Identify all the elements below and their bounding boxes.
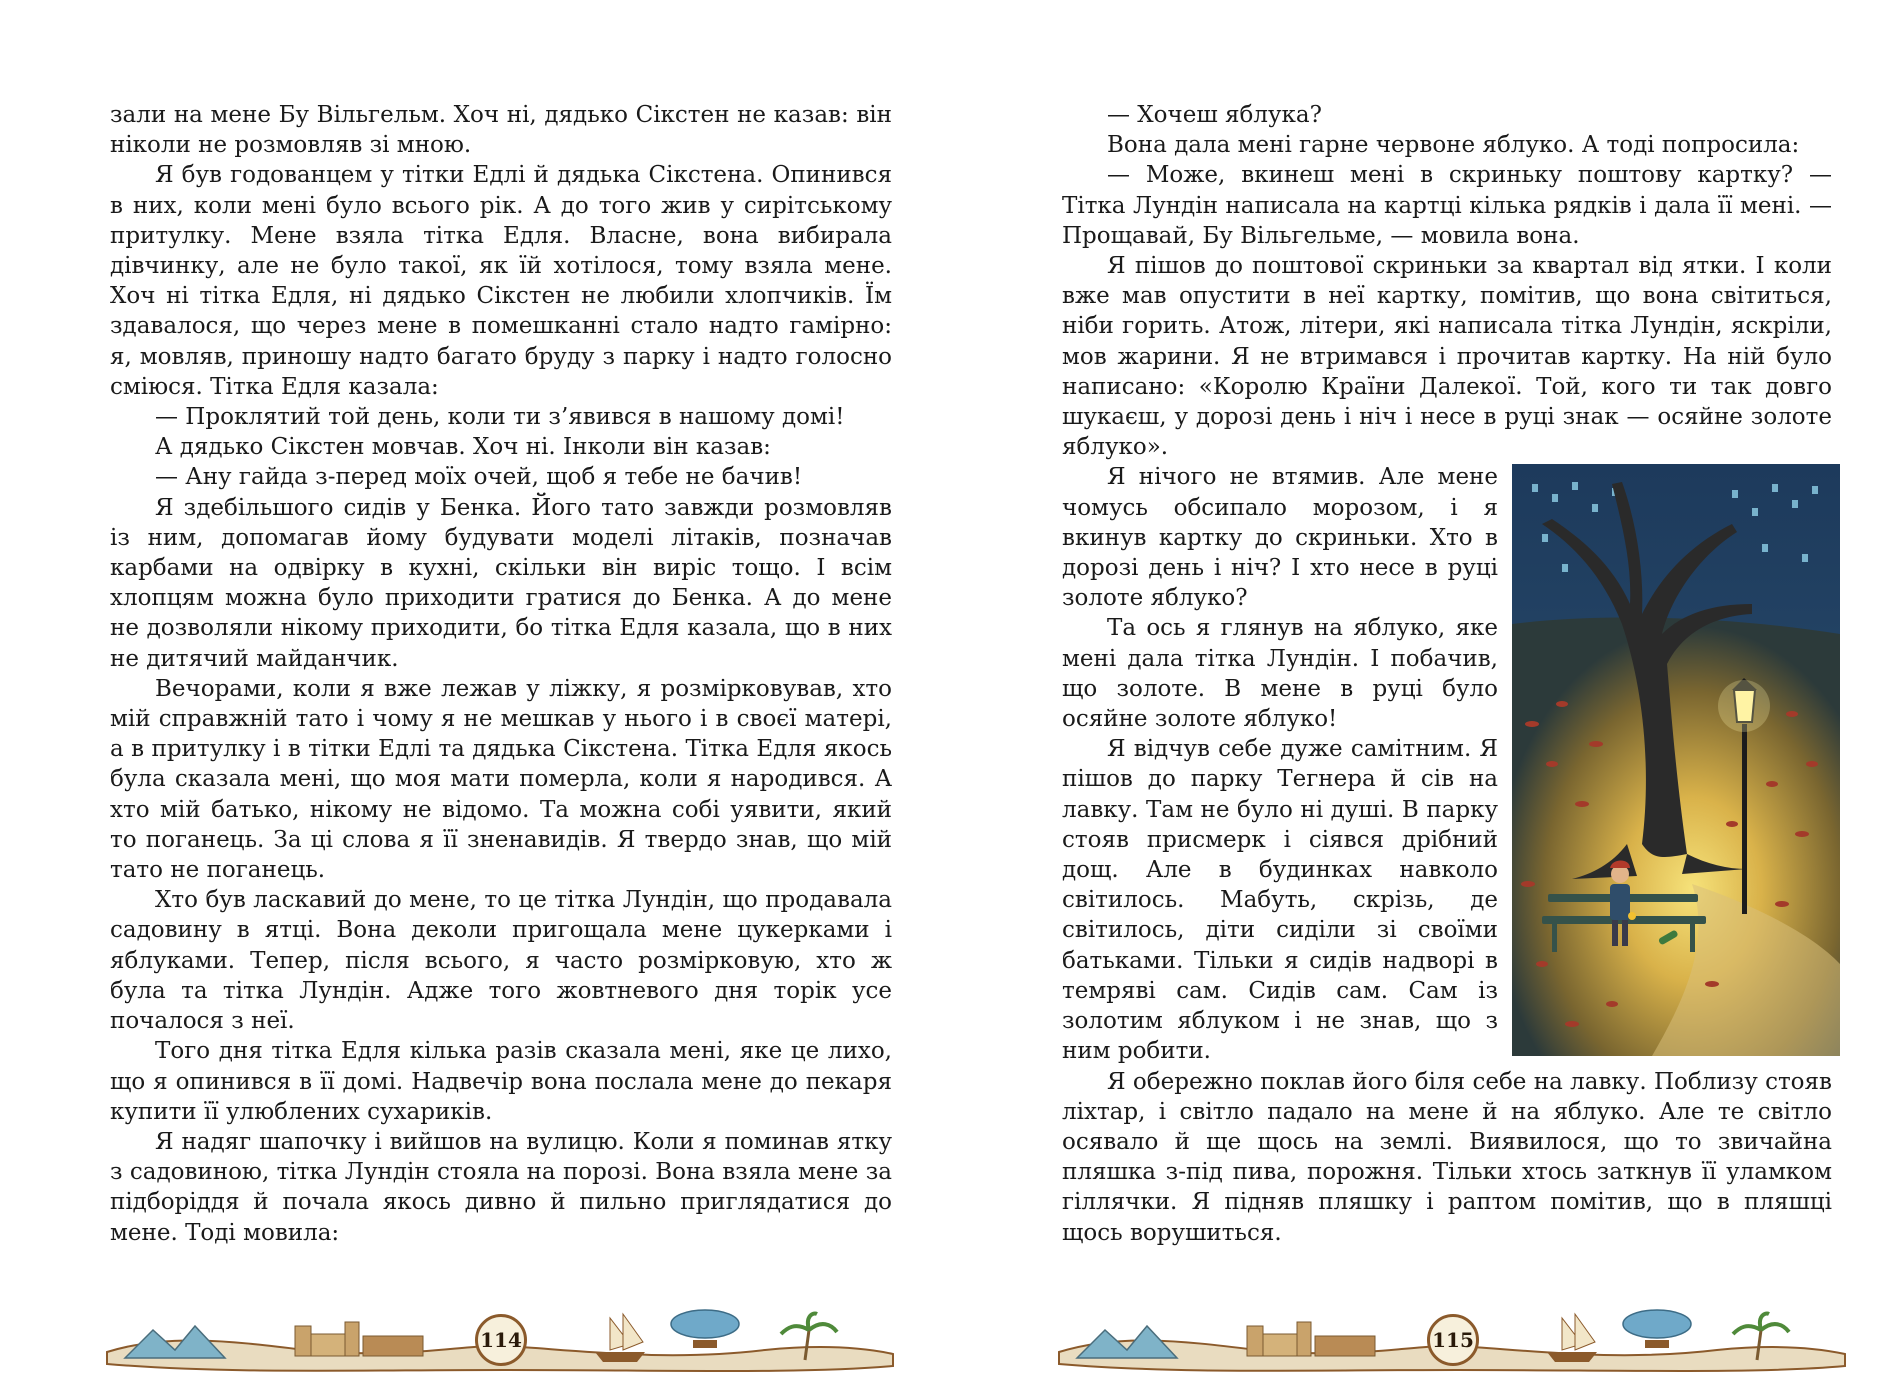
paragraph: — Проклятий той день, коли ти з’явився в нашому домі! [155, 404, 845, 431]
ship-icon [595, 1314, 645, 1362]
paragraph: Я обережно поклав його біля себе на лавку. Поблизу стояв ліхтар, і світло падало на мене й на яблуко. Але те світло осявало й ще щось на землі. Виявилося, що то звичайна пляшка з-під пива, порожня. Тільки хтось заткнув її уламком гіллячки. Я підняв пляшку і раптом помітив, що в пляшці щось ворушиться. [1062, 1068, 1832, 1246]
airship-icon [1623, 1310, 1691, 1348]
paragraph: — Хочеш яблука? [1107, 102, 1322, 128]
paragraph: Я нічого не втямив. Але мене чомусь обсипало морозом, і я вкинув картку до скриньки. Хто в дорозі день і ніч? І хто несе в руці золоте яблуко? [1062, 464, 1498, 612]
paragraph: Я здебільшого сидів у Бенка. Його тато завжди розмовляв із ним, допомагав йому будувати моделі літаків, позначав карбами на одвірку в кухні, скільки він виріс тощо. І всім хлопцям можна було приходити гратися до Бенка. А до мене не дозволяли нікому приходити, бо тітка Едля казала, що в них не дитячий майданчик. [110, 494, 892, 672]
paragraph: Того дня тітка Едля кілька разів сказала мені, яке це лихо, що я опинився в її домі. Надвечір вона послала мене до пекаря купити її улюблених сухариків. [110, 1038, 892, 1125]
paragraph: Хто був ласкавий до мене, то це тітка Лундін, що продавала садовину в ятці. Вона деколи пригощала мене цукерками і яблуками. Тепер, після всього, я часто розмірковую, хто ж була та тітка Лундін. Адже того жовтневого дня торік усе почалося з неї. [110, 887, 892, 1035]
left-page-text [110, 100, 892, 1248]
paragraph: Вона дала мені гарне червоне яблуко. А тоді попросила: [1107, 132, 1800, 159]
decorative-footer [1057, 1300, 1847, 1384]
paragraph: — Ану гайда з-перед моїх очей, щоб я тебе не бачив! [155, 464, 803, 491]
park-night-illustration [1512, 464, 1840, 1056]
page-number: 114 [475, 1314, 527, 1366]
paragraph: Я надяг шапочку і вийшов на вулицю. Коли я поминав ятку з садовиною, тітка Лундін стояла на порозі. Вона взяла мене за підборіддя й почала якось дивно й пильно приглядатися до мене. Тоді мовила: [110, 1128, 892, 1246]
paragraph: Я відчув себе дуже самітним. Я пішов до парку Тегнера й сів на лавку. Там не було ні душі. В парку стояв присмерк і сіявся дрібний дощ. Але в будинках навколо світилось. Мабуть, скрізь, де світилось, діти сиділи зі своїми батьками. Тільки я сидів надворі в темряві сам. Сидів сам. Сам із золотим яблуком і не знав, що з ним робити. [1062, 736, 1498, 1065]
right-page [952, 0, 1904, 1400]
ship-icon [1547, 1314, 1597, 1362]
paragraph: Я пішов до поштової скриньки за квартал від ятки. І коли вже мав опустити в неї картку, помітив, що вона світиться, ніби горить. Атож, літери, які написала тітка Лундін, яскріли, мов жарини. Я не втримався і прочитав картку. На ній було написано: «Королю Країни Далекої. Той, кого ти так довго шукаєш, у дорозі день і ніч і несе в руці знак — осяйне золоте яблуко». [1062, 253, 1832, 461]
castle-icon [295, 1322, 423, 1356]
paragraph: Та ось я глянув на яблуко, яке мені дала тітка Лундін. І побачив, що золоте. В мене в руці було осяйне золоте яблуко! [1062, 615, 1498, 733]
castle-icon [1247, 1322, 1375, 1356]
page-number: 115 [1427, 1314, 1479, 1366]
illustrated-section [1062, 462, 1832, 1247]
paragraph: Я був годованцем у тітки Едлі й дядька Сікстена. Опинився в них, коли мені було всього рік. А до того жив у сирітському притулку. Мене взяла тітка Едля. Власне, вона вибирала дівчинку, але не було такої, як їй хотілося, тому взяла мене. Хоч ні тітка Едля, ні дядько Сікстен не любили хлопчиків. Їм здавалося, що через мене в помешканні стало надто гамірно: я, мовляв, приношу надто багато бруду з парку і надто голосно сміюся. Тітка Едля казала: [110, 162, 892, 400]
right-page-text [1062, 100, 1832, 1248]
paragraph: Вечорами, коли я вже лежав у ліжку, я розмірковував, хто мій справжній тато і чому я не мешкав у нього і в своєї матері, а в притулку і в тітки Едлі та дядька Сікстена. Тітка Едля якось була сказала мені, що моя мати померла, коли я народився. А хто мій батько, нікому не відомо. Та можна собі уявити, який то поганець. За ці слова я її зненавидів. Я твердо знав, що мій тато не поганець. [110, 675, 892, 884]
decorative-footer [105, 1300, 895, 1384]
paragraph: — Може, вкинеш мені в скриньку поштову картку? — Тітка Лундін написала на картці кілька рядків і дала її мені. — Прощавай, Бу Вільгельме, — мовила вона. [1062, 162, 1832, 249]
paragraph: зали на мене Бу Вільгельм. Хоч ні, дядько Сікстен не казав: він ніколи не розмовляв зі мною. [110, 102, 892, 159]
airship-icon [671, 1310, 739, 1348]
paragraph: А дядько Сікстен мовчав. Хоч ні. Інколи він казав: [155, 434, 771, 461]
